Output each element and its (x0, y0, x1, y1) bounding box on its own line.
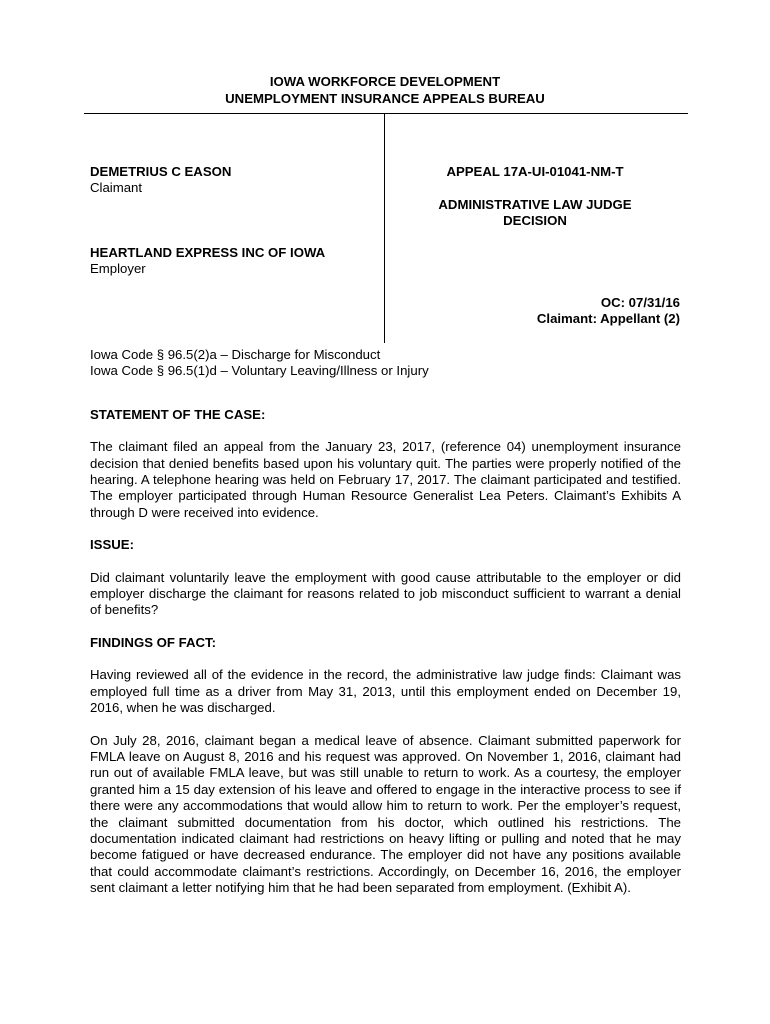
appeal-number: APPEAL 17A-UI-01041-NM-T (446, 164, 624, 179)
statement-paragraph: The claimant filed an appeal from the January 23, 2017, (reference 04) unemployment insurance decision that denied benefits based upon his voluntary quit. The parties were properly notified of the hearing. A telephone hearing was held on February 17, 2017. The claimant participated and testified. The employer participated through Human Resource Generalist Lea Peters. Claimant’s Exhibits A through D were received into evidence. (90, 439, 681, 520)
decision-title-line2: DECISION (503, 213, 567, 229)
employer-role: Employer (90, 261, 146, 277)
decision-title-line1: ADMINISTRATIVE LAW JUDGE (438, 197, 632, 212)
claimant-role: Claimant (90, 180, 143, 196)
decision-body (90, 347, 681, 897)
issue-paragraph: Did claimant voluntarily leave the employment with good cause attributable to the employer or did employer discharge the claimant for reasons related to job misconduct sufficient to warrant a denial of benefits? (90, 569, 681, 618)
issue-heading: ISSUE: (90, 537, 134, 553)
agency-name: IOWA WORKFORCE DEVELOPMENT (269, 74, 501, 89)
findings-paragraph: Having reviewed all of the evidence in the record, the administrative law judge finds: Claimant was employed full time as a driver from May 31, 2013, until this employment ended on December 19, 2016, when he was discharged. (90, 667, 681, 716)
case-status-block (390, 295, 680, 328)
code-citation: Iowa Code § 96.5(1)d – Voluntary Leaving/Illness or Injury (90, 363, 429, 379)
claimant-block (90, 164, 380, 197)
caption-horizontal-rule (84, 113, 688, 114)
bureau-name: UNEMPLOYMENT INSURANCE APPEALS BUREAU (225, 90, 545, 106)
decision-title (390, 197, 680, 230)
code-citations (90, 347, 681, 380)
employer-block (90, 245, 380, 278)
findings-heading: FINDINGS OF FACT: (90, 634, 217, 650)
findings-paragraph: On July 28, 2016, claimant began a medical leave of absence. Claimant submitted paperwork for FMLA leave on August 8, 2016 and his request was approved. On November 1, 2016, claimant had run out of available FMLA leave, but was still unable to return to work. As a courtesy, the employer granted him a 15 day extension of his leave and offered to engage in the interactive process to see if there were any accommodations that would allow him to return to work. Per the employer’s request, the claimant submitted documentation from his doctor, which outlined his restrictions. The documentation indicated claimant had restrictions on heavy lifting or pulling and noted that he may become fatigued or have decreased endurance. The employer did not have any positions available that could accommodate claimant’s restrictions. Accordingly, on December 16, 2016, the employer sent claimant a letter notifying him that he had been separated from employment. (Exhibit A). (90, 732, 681, 896)
claimant-name: DEMETRIUS C EASON (90, 164, 232, 179)
claimant-appellant-status: Claimant: Appellant (2) (536, 311, 680, 327)
statement-heading: STATEMENT OF THE CASE: (90, 406, 266, 422)
oc-date: OC: 07/31/16 (600, 295, 680, 310)
employer-name: HEARTLAND EXPRESS INC OF IOWA (90, 245, 326, 260)
caption-vertical-rule (384, 113, 385, 343)
agency-header (0, 74, 770, 107)
code-citation: Iowa Code § 96.5(2)a – Discharge for Misconduct (90, 347, 381, 362)
